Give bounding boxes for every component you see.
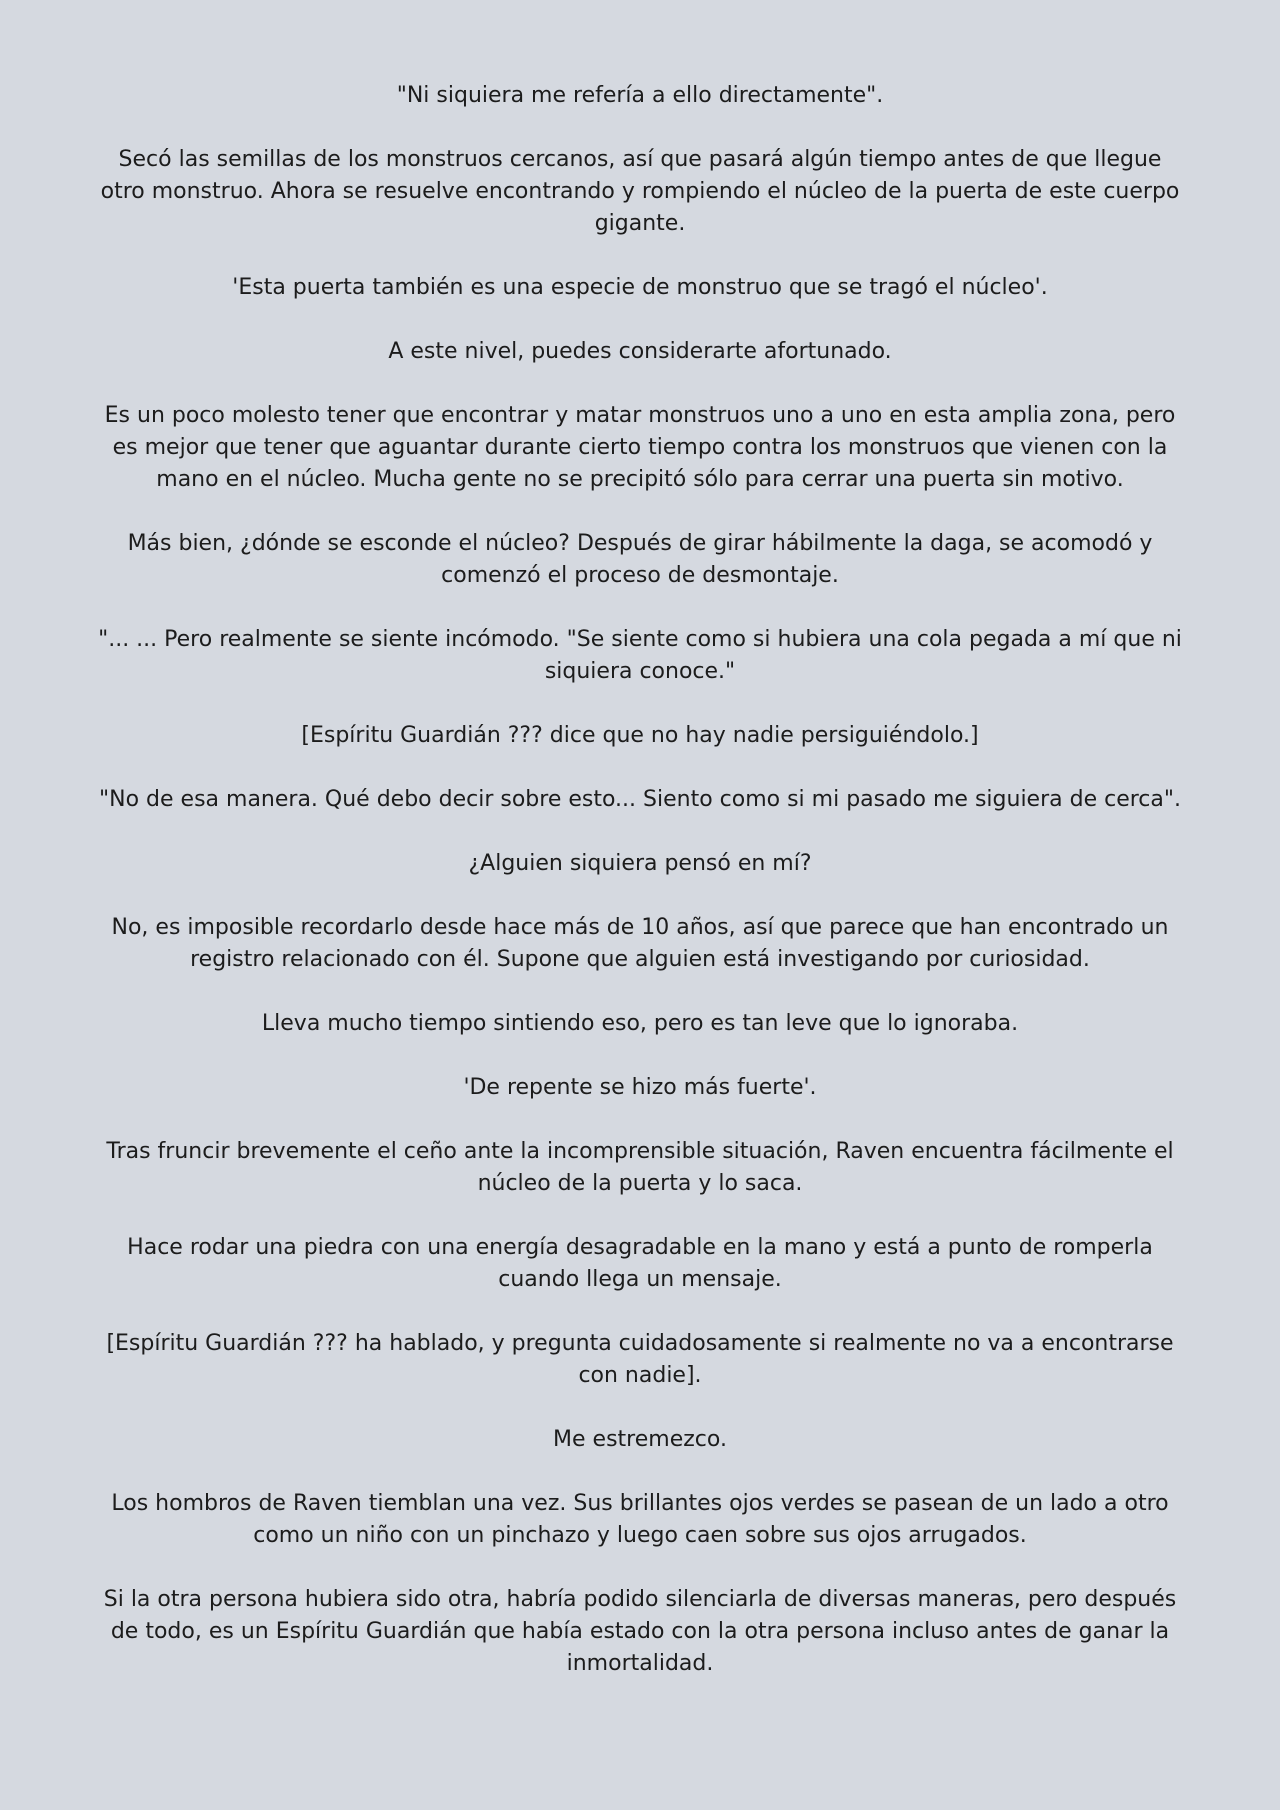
paragraph: "... ... Pero realmente se siente incómodo. "Se siente como si hubiera una cola pegada a mí que ni siquiera conoce." <box>98 627 1182 684</box>
paragraph: "No de esa manera. Qué debo decir sobre esto... Siento como si mi pasado me siguiera de cerca". <box>99 787 1181 812</box>
paragraph: Los hombros de Raven tiemblan una vez. Sus brillantes ojos verdes se pasean de un lado a otro como un niño con un pinchazo y luego caen sobre sus ojos arrugados. <box>111 1491 1169 1548</box>
paragraph: No, es imposible recordarlo desde hace más de 10 años, así que parece que han encontrado un registro relacionado con él. Supone que alguien está investigando por curiosidad. <box>111 915 1169 972</box>
paragraph: 'Esta puerta también es una especie de monstruo que se tragó el núcleo'. <box>232 275 1048 300</box>
paragraph: Hace rodar una piedra con una energía desagradable en la mano y está a punto de romperla cuando llega un mensaje. <box>127 1235 1153 1292</box>
paragraph: Si la otra persona hubiera sido otra, habría podido silenciarla de diversas maneras, pero después de todo, es un Espíritu Guardián que había estado con la otra persona incluso antes de ganar la inmortalidad. <box>103 1587 1177 1676</box>
paragraph: A este nivel, puedes considerarte afortunado. <box>388 339 892 364</box>
paragraph: Secó las semillas de los monstruos cercanos, así que pasará algún tiempo antes de que llegue otro monstruo. Ahora se resuelve encontrando y rompiendo el núcleo de la puerta de este cuerpo gigante. <box>100 147 1180 236</box>
paragraph: Lleva mucho tiempo sintiendo eso, pero es tan leve que lo ignoraba. <box>261 1011 1019 1036</box>
paragraph: Tras fruncir brevemente el ceño ante la incomprensible situación, Raven encuentra fácilmente el núcleo de la puerta y lo saca. <box>106 1139 1174 1196</box>
paragraph: Me estremezco. <box>553 1427 727 1452</box>
paragraph: Más bien, ¿dónde se esconde el núcleo? Después de girar hábilmente la daga, se acomodó y comenzó el proceso de desmontaje. <box>127 531 1153 588</box>
paragraph: "Ni siquiera me refería a ello directamente". <box>396 83 884 108</box>
paragraph: ¿Alguien siquiera pensó en mí? <box>468 851 812 876</box>
paragraph: Es un poco molesto tener que encontrar y matar monstruos uno a uno en esta amplia zona, pero es mejor que tener que aguantar durante cierto tiempo contra los monstruos que vienen con la mano en el núcleo. Mucha gente no se precipitó sólo para cerrar una puerta sin motivo. <box>104 403 1176 492</box>
paragraph: 'De repente se hizo más fuerte'. <box>463 1075 817 1100</box>
paragraph: [Espíritu Guardián ??? dice que no hay nadie persiguiéndolo.] <box>301 723 979 748</box>
paragraph: [Espíritu Guardián ??? ha hablado, y pregunta cuidadosamente si realmente no va a encontrarse con nadie]. <box>106 1331 1174 1388</box>
